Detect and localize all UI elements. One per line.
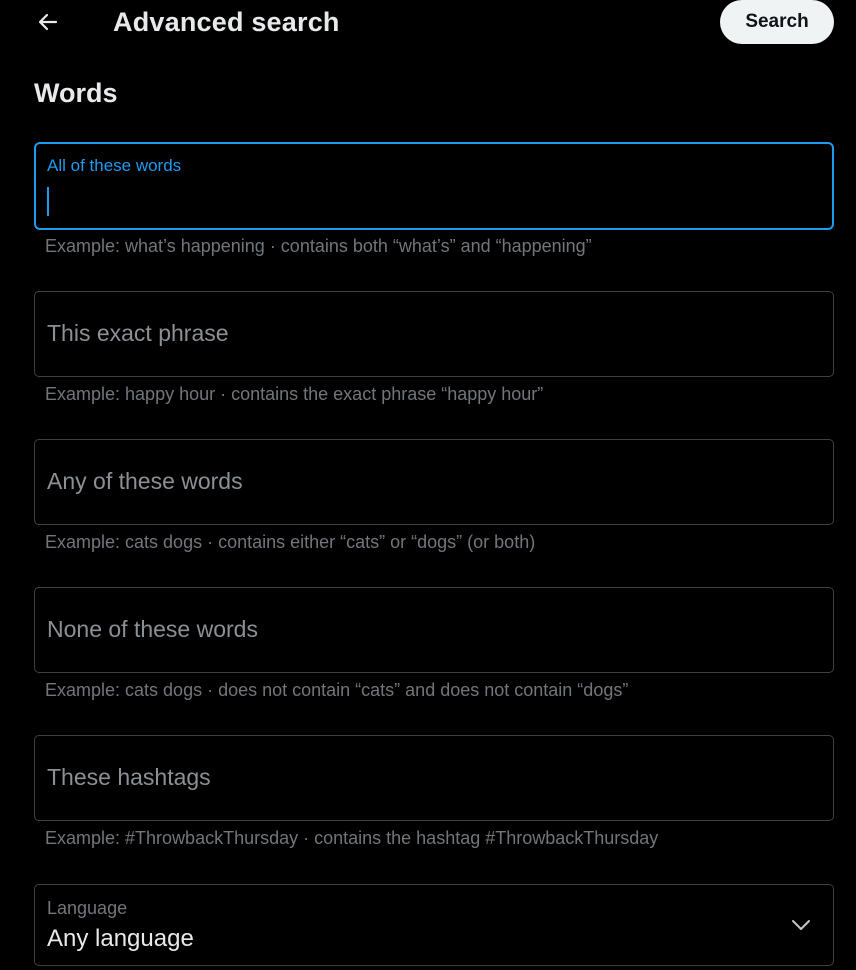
none-words-placeholder: None of these words [47, 616, 258, 642]
text-caret [47, 187, 49, 216]
hashtags-field[interactable] [34, 735, 834, 821]
section-title-words: Words [34, 78, 118, 108]
back-button[interactable] [30, 6, 66, 38]
any-words-hint: Example: cats dogs · contains either “cats” or “dogs” (or both) [45, 532, 536, 552]
all-words-hint: Example: what’s happening · contains both “what’s” and “happening” [45, 236, 592, 256]
exact-phrase-hint: Example: happy hour · contains the exact phrase “happy hour” [45, 384, 544, 404]
any-words-placeholder: Any of these words [47, 468, 243, 494]
all-words-label: All of these words [47, 156, 182, 175]
language-label: Language [47, 898, 128, 918]
language-value: Any language [47, 925, 194, 952]
language-select[interactable] [34, 884, 834, 966]
chevron-down-icon [789, 913, 813, 937]
arrow-left-icon [36, 10, 60, 34]
hashtags-hint: Example: #ThrowbackThursday · contains the hashtag #ThrowbackThursday [45, 828, 659, 848]
search-button[interactable]: Search [720, 0, 834, 44]
any-words-field[interactable] [34, 439, 834, 525]
exact-phrase-field[interactable] [34, 291, 834, 377]
exact-phrase-placeholder: This exact phrase [47, 320, 229, 346]
page-title: Advanced search [113, 7, 340, 37]
none-words-field[interactable] [34, 587, 834, 673]
all-words-field[interactable] [34, 142, 834, 230]
hashtags-placeholder: These hashtags [47, 764, 211, 790]
none-words-hint: Example: cats dogs · does not contain “cats” and does not contain “dogs” [45, 680, 629, 700]
top-bar [0, 0, 856, 46]
all-words-input[interactable] [50, 184, 810, 218]
